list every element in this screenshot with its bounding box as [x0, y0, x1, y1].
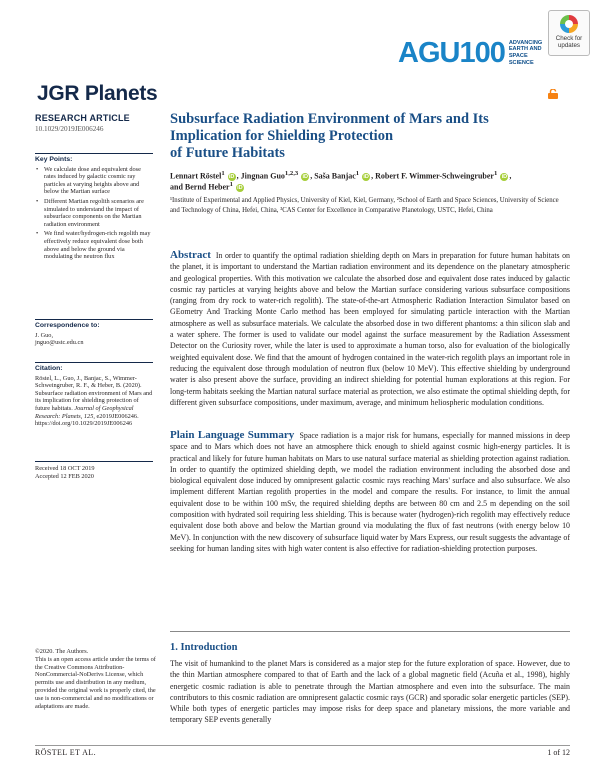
- key-point: • Different Martian regolith scenarios are simulated to understand the impact of subsurface components on the Martian radiation environment: [44, 198, 153, 228]
- orcid-icon[interactable]: iD: [363, 173, 369, 180]
- title-line: Implication for Shielding Protection: [170, 128, 394, 144]
- citation: [35, 362, 153, 428]
- received-date: Received 18 OCT 2019: [35, 465, 95, 472]
- author-affil: 1: [229, 180, 233, 188]
- citation-journal: Journal of Geophysical Research: Planets, 125,: [35, 404, 134, 420]
- citation-doi[interactable]: e2019JE006246. https://doi.org/10.1029/2019JE006246: [35, 412, 139, 428]
- sidebar: [35, 113, 153, 480]
- license-text: This is an open access article under the terms of the Creative Commons Attribution-NonCommercial-NoDerivs License, which permits use and distribution in any medium, provided the original work is properly cited, the use is non-commercial and no modifications or adaptations are made.: [35, 655, 156, 710]
- license-block: [35, 648, 157, 710]
- agu-logo: [398, 38, 553, 68]
- key-points-list: [35, 166, 153, 261]
- pls-heading: Plain Language Summary: [170, 429, 295, 441]
- author-affil: 1,2,3: [284, 170, 299, 177]
- author-list: [170, 170, 570, 192]
- abstract: [170, 250, 570, 408]
- title-line: Subsurface Radiation Environment of Mars and Its: [170, 111, 489, 127]
- citation-text: Röstel, L., Guo, J., Banjac, S., Wimmer-Schweingruber, R. F., & Heber, B. (2020). Subsurface radiation environment of Mars and its implication for shielding protection of future habitats.: [35, 374, 153, 412]
- crossmark-label: Check for updates: [555, 35, 583, 49]
- key-point: • We calculate dose and equivalent dose rates induced by galactic cosmic ray particles at varying heights above and below the Martian surface: [44, 166, 153, 196]
- footer-divider: [35, 745, 570, 746]
- article-title: [170, 111, 550, 162]
- introduction-text: The visit of humankind to the planet Mars is considered as a major step for the future exploration of space. However, due to the thin Martian atmosphere compared to that of Earth and the lack of a global magnetic field (Acuña et al., 1998), highly energetic cosmic radiation is able to penetrate through the Martian atmosphere and even into the subsurface. The main contributors to this cosmic radiation are omnipresent galactic cosmic rays (GCR) and sporadic solar energetic particles (SEP). While both types of energetic particles may impose risks for deep space and planetary missions, the more variable and temporary SEP events generally: [170, 659, 570, 725]
- key-points-heading: Key Points:: [35, 156, 73, 163]
- author-name: Jingnan Guo: [240, 171, 285, 181]
- title-line: of Future Habitats: [170, 145, 285, 161]
- section-divider: [170, 631, 570, 632]
- abstract-text: In order to quantify the optimal radiation shielding depth on Mars in preparation for future human habitats on the planet, it is important to understand the Martian radiation environment and its dependence on the planetary atmospheric and geological properties. With this motivation we calculate the absorbed dose and equivalent dose rates induced by galactic cosmic ray particles at varying heights above and below the Martian surface considering various subsurface compositions (ranging from dry rock to water-rich regolith). The state-of-the-art Atmospheric Radiation Interaction Simulator based on GEometry And Tracking Monte Carlo method has been employed for simulating particle interaction with the Martian atmosphere as well as subsurface materials. We calculate the absorbed dose in two different phantoms: a thin silicon slab and a water sphere. The former is used to validate our model against the surface measurement by the Radiation Assessment Detector on the Curiosity rover, while the later is used to approximate a human torso, also for evaluation of the biologically weighted equivalent dose. We find that the amount of hydrogen contained in the water-rich regolith plays an important role in reducing the equivalent dose through modulation of neutron flux (below 10 MeV). This effective shielding by underground water is also present above the surface, providing an indirect shielding for potential human explorations at this region. For long-term habitats seeking the Martian natural surface material as protection, we also estimate the optimal shielding depth, for different given subsurface compositions, under maximum, average, and minimum heliospheric modulation conditions.: [170, 251, 570, 407]
- section-title: 1. Introduction: [170, 642, 238, 653]
- orcid-icon[interactable]: iD: [228, 173, 235, 180]
- journal-name: JGR Planets: [37, 82, 158, 105]
- page-number: 1 of 12: [547, 748, 570, 757]
- copyright: ©2020. The Authors.: [35, 648, 89, 655]
- author-affil: 1: [221, 170, 225, 177]
- citation-body: [35, 375, 153, 428]
- author-name: Robert F. Wimmer-Schweingruber: [375, 171, 494, 181]
- footer-authors: RÖSTEL ET AL.: [35, 748, 96, 757]
- author-affil: 1: [355, 170, 360, 177]
- agu-tagline: ADVANCING EARTH AND SPACE SCIENCE: [508, 39, 543, 66]
- article-type: RESEARCH ARTICLE: [35, 113, 130, 123]
- correspondence-heading: Correspondence to:: [35, 322, 100, 329]
- author-line: [170, 181, 570, 192]
- correspondence-name: J. Guo,: [35, 331, 54, 339]
- orcid-icon[interactable]: iD: [237, 184, 243, 191]
- author-affil: 1: [493, 170, 498, 177]
- article-doi[interactable]: 10.1029/2019JE006246: [35, 124, 104, 133]
- accepted-date: Accepted 12 FEB 2020: [35, 472, 94, 480]
- check-for-updates-badge[interactable]: [548, 10, 590, 56]
- crossmark-icon: [560, 15, 578, 33]
- affiliations: ¹Institute of Experimental and Applied Physics, University of Kiel, Kiel, Germany, ²School of Earth and Space Sciences, University of Science and Technology of China, Hefei, China, ³CAS Center for Excellence in Comparative Planetology, USTC, Hefei, China: [170, 197, 559, 214]
- abstract-heading: Abstract: [170, 249, 211, 261]
- plain-language-summary: [170, 430, 570, 554]
- author-line: Lennart Röstel$^1$ iD , Jingnan Guo$^{1,2,3}$ iD , Saša Banjac$^1$ iD , Robert F. Wimmer-Schweingruber$^1$ iD ,: [170, 170, 512, 181]
- citation-heading: Citation:: [35, 365, 63, 372]
- key-points: [35, 153, 153, 263]
- correspondence-email[interactable]: jnguo@ustc.edu.cn: [35, 339, 84, 347]
- orcid-icon[interactable]: iD: [302, 173, 308, 180]
- key-point: • We find water/hydrogen-rich regolith may effectively reduce equivalent dose both above and below the ground via modulating the neutron flux: [44, 230, 153, 260]
- orcid-icon[interactable]: iD: [501, 173, 508, 180]
- agu-wordmark: AGU100: [398, 36, 505, 69]
- pls-text: Space radiation is a major risk for humans, especially for manned missions in deep space and to Mars which does not have an atmosphere thick enough to shield against cosmic high-energy particles. It is practical and likely for future human habitats on Mars to use natural surface material as shielding protection against radiation. In order to quantify the optimized shielding depth, we model the radiation environment including the absorbed dose and biological equivalent dose induced by omnipresent galactic cosmic rays reaching Mars' surface and also subsurface. We also implement different Martian regolith properties in the model and compare the results. For instance, to limit the annual equivalent dose to be within 100 mSv, the required shielding depths are between 80 cm and 2.5 m depending on the soil composition with hydrated soil requiring less shielding. This is because water (hydrogen)-rich regolith may effectively reduce equivalent dose both above and below the Martian ground via modulating the flux of fast neutrons (with energy below 10 MeV). In conjunction with the new discovery of subsurface liquid water by Mars Express, our result suggests the advantage of seeking for human landing sites with high water content is also effective for radiation-shielding protection purposes.: [170, 431, 571, 553]
- correspondence: [35, 319, 153, 347]
- open-access-lock-icon: [547, 89, 559, 99]
- author-name: Saša Banjac: [314, 171, 356, 181]
- received-accepted: [35, 461, 153, 480]
- author-name: Lennart Röstel: [170, 171, 222, 181]
- author-name: and Bernd Heber: [170, 182, 230, 192]
